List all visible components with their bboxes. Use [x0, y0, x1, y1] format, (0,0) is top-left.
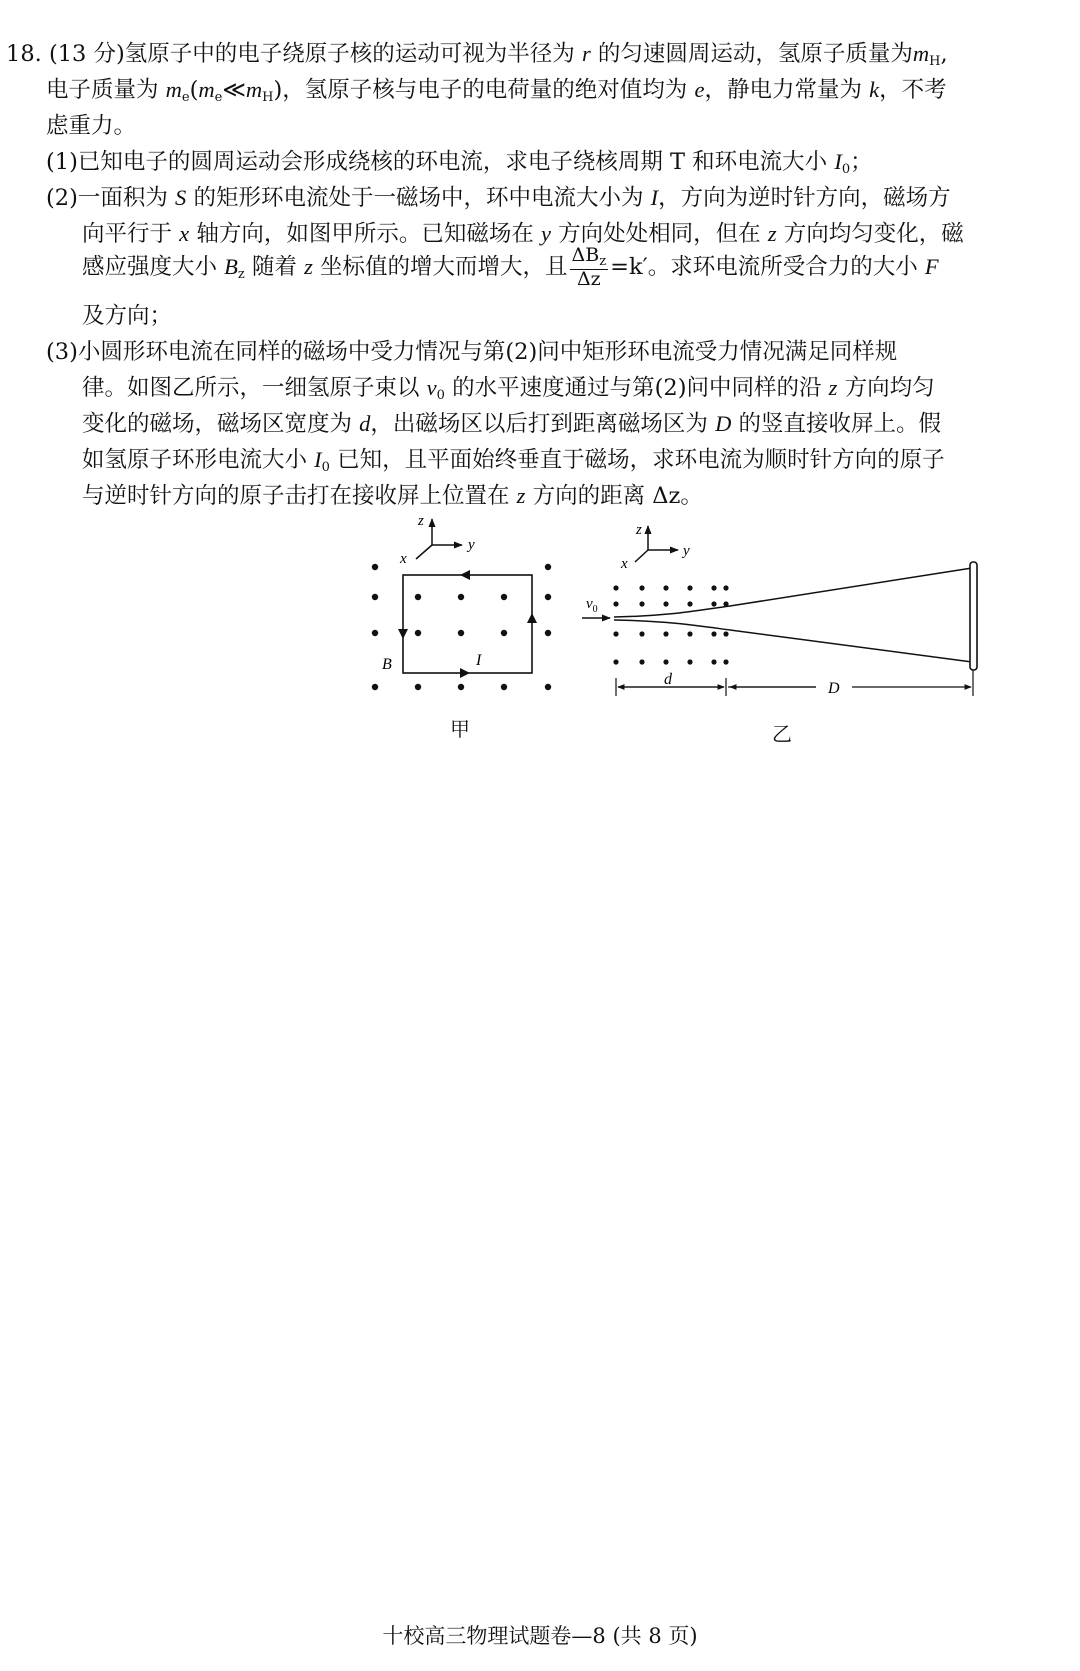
axis-z-label: z [418, 515, 424, 529]
var-I0: I [314, 447, 322, 472]
text: 的匀速圆周运动，氢原子质量为 [597, 41, 913, 67]
axis-x-line [416, 545, 432, 559]
fraction-dBz-dz [570, 246, 609, 290]
text: ，静电力常量为 [704, 77, 862, 103]
sub: 0 [436, 388, 445, 403]
question-line-1: 18. (13 分)氢原子中的电子绕原子核的运动可视为半径为 r 的匀速圆周运动，氢原子质量为$m_H$, [6, 41, 948, 69]
d-label: d [664, 671, 672, 688]
var-Bz: B [224, 253, 238, 279]
text: (2)一面积为 [46, 185, 168, 211]
sub: z [237, 266, 245, 282]
var-e: e [694, 77, 705, 102]
figure-jia-caption: 甲 [450, 717, 470, 741]
var-v0: v [426, 375, 437, 400]
frac-num: ΔB [571, 244, 600, 266]
part-2-line-2 [82, 216, 964, 248]
var-F: F [924, 253, 939, 279]
field-dots-yi [613, 585, 728, 664]
part-3-line-4 [82, 442, 945, 475]
text: 方向的距离 Δz。 [532, 483, 703, 509]
dimension-D [728, 670, 973, 697]
axis-x-label: x [621, 556, 628, 572]
sub: z [599, 254, 607, 269]
text: 方向均匀 [844, 375, 935, 401]
text: 氢原子中的电子绕原子核的运动可视为半径为 [124, 41, 575, 67]
question-score: (13 分) [48, 41, 125, 67]
sub: 0 [321, 460, 330, 475]
page-footer: 十校高三物理试题卷—8 (共 8 页) [382, 1624, 698, 1648]
axis-x-label: x [400, 551, 407, 567]
current-loop [403, 575, 532, 673]
part-3-line-3 [82, 406, 941, 438]
var-mH: m [245, 77, 263, 102]
dimension-d [616, 671, 726, 696]
axis-x-line [635, 550, 648, 562]
figure-jia [370, 515, 570, 715]
part-2-line-4 [82, 298, 172, 330]
text: 虑重力。 [46, 113, 137, 139]
text: )，氢原子核与电子的电荷量的绝对值均为 [273, 77, 688, 103]
frac-den: Δz [576, 267, 601, 290]
text: 已知，且平面始终垂直于磁场，求环电流为顺时针方向的原子 [337, 447, 945, 473]
sub: H [929, 54, 941, 69]
text: 方向处处相同，但在 [558, 221, 761, 247]
text: 向平行于 [82, 221, 173, 247]
var-me: m [165, 77, 182, 102]
var-x: x [179, 221, 190, 246]
var-d: d [359, 411, 371, 436]
receiving-screen [970, 562, 977, 670]
question-line-3 [46, 108, 136, 140]
text: ≪ [222, 77, 246, 103]
var-D: D [715, 411, 732, 436]
text: =k′。求环电流所受合力的大小 [610, 253, 918, 280]
part-1 [46, 144, 873, 177]
text: ，出磁场区以后打到距离磁场区为 [370, 411, 708, 437]
v0-label: $v_0$ [586, 596, 598, 615]
text: ，不考 [879, 77, 947, 103]
var-y: y [541, 221, 551, 246]
var-I0: I [834, 149, 842, 174]
text: (3)小圆形环电流在同样的磁场中受力情况与第(2)问中矩形环电流受力情况满足同样规 [46, 339, 898, 365]
var-k: k [869, 77, 880, 102]
I-label: I [476, 652, 482, 669]
part-3-line-5 [82, 478, 703, 510]
figure-yi-caption: 乙 [772, 722, 792, 746]
text: 坐标值的增大而增大，且 [320, 253, 568, 280]
text: ，方向为逆时针方向，磁场方 [658, 185, 951, 211]
text: ； [850, 149, 873, 175]
D-label: D [828, 680, 840, 697]
current-direction-arrows [398, 570, 537, 678]
axes-jia [399, 515, 475, 567]
var-S: S [175, 185, 187, 210]
text: 随着 [251, 253, 297, 280]
var-I: I [650, 185, 659, 210]
axis-y-label: y [468, 537, 475, 553]
text: 轴方向，如图甲所示。已知磁场在 [196, 221, 534, 247]
question-number: 18. [6, 41, 42, 67]
text: 与逆时针方向的原子击打在接收屏上位置在 [82, 483, 510, 509]
B-label: B [382, 656, 392, 673]
text: 如氢原子环形电流大小 [82, 447, 308, 473]
figure-yi [580, 520, 1000, 720]
text: 律。如图乙所示，一细氢原子束以 [82, 375, 420, 401]
var-mH: m [912, 41, 930, 66]
part-3-line-1 [46, 334, 897, 366]
beam-lower [614, 620, 972, 662]
text: 方向均匀变化，磁 [783, 221, 964, 247]
sub: e [181, 90, 190, 105]
axis-y-label: y [683, 543, 690, 559]
axes-yi [620, 522, 690, 572]
text: 及方向； [82, 303, 173, 329]
text: 的矩形环电流处于一磁场中，环中电流大小为 [193, 185, 644, 211]
beam-upper [614, 568, 972, 617]
var-z: z [767, 221, 777, 246]
var-r: r [581, 41, 591, 66]
part-2-line-1 [46, 180, 951, 212]
sub: 0 [841, 162, 851, 177]
part-2-line-3 [82, 246, 939, 290]
axis-z-label: z [636, 522, 642, 538]
text: 变化的磁场，磁场区宽度为 [82, 411, 353, 437]
var-me: m [198, 77, 215, 102]
sub: H [262, 90, 274, 105]
text: 的竖直接收屏上。假 [738, 411, 942, 437]
var-z: z [828, 375, 838, 400]
var-z: z [304, 253, 313, 279]
question-line-2 [46, 72, 947, 105]
part-3-line-2 [82, 370, 935, 403]
text: 的水平速度通过与第(2)问中同样的沿 [452, 375, 822, 401]
sub: e [214, 90, 223, 105]
text: 电子质量为 [46, 77, 159, 103]
var-z: z [516, 483, 526, 508]
text: (1)已知电子的圆周运动会形成绕核的环电流，求电子绕核周期 T 和环电流大小 [46, 149, 828, 175]
text: ( [189, 77, 199, 103]
text: 感应强度大小 [82, 253, 218, 280]
